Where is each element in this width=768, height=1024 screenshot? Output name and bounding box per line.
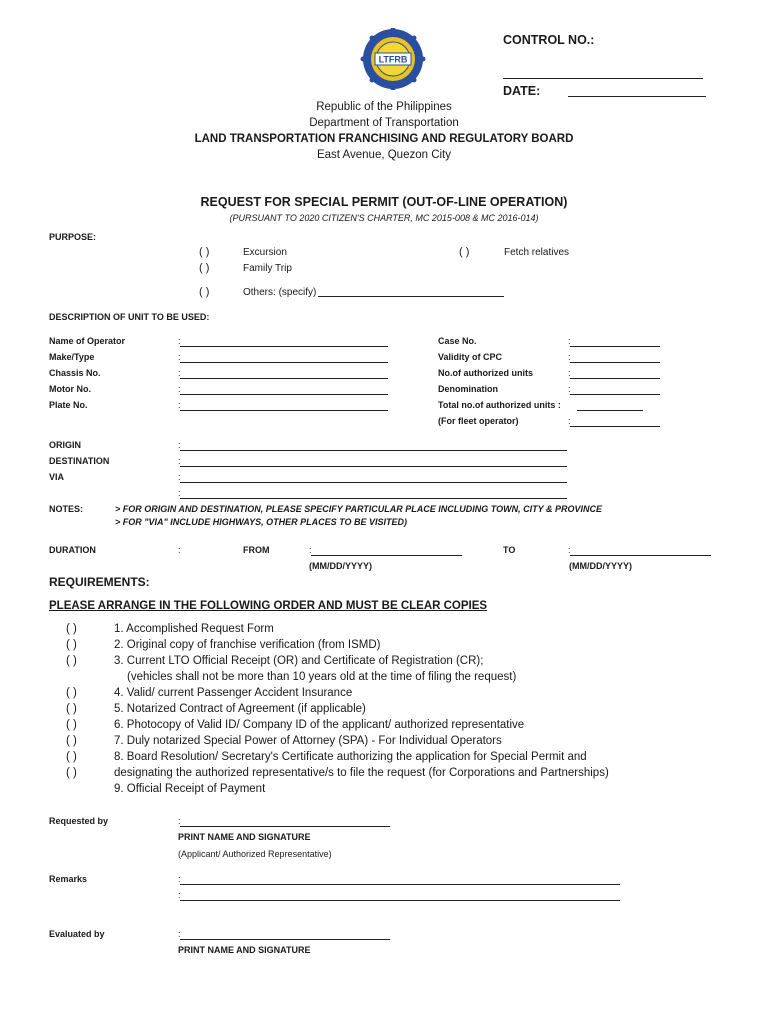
excursion-label: Excursion <box>243 247 287 258</box>
date-label: DATE: <box>503 84 541 98</box>
requirement-checkbox[interactable]: ( ) <box>66 639 77 651</box>
requirements-heading: REQUIREMENTS: <box>49 575 150 589</box>
requirement-checkbox[interactable]: ( ) <box>66 687 77 699</box>
denomination-label: Denomination <box>438 384 498 394</box>
colon: : <box>178 929 181 939</box>
excursion-checkbox[interactable]: ( ) <box>199 246 210 258</box>
others-specify-field[interactable] <box>318 296 504 297</box>
cpc-validity-label: Validity of CPC <box>438 352 503 362</box>
family-trip-checkbox[interactable]: ( ) <box>199 262 210 274</box>
list-item <box>66 767 609 779</box>
evaluated-by-label: Evaluated by <box>49 929 105 939</box>
colon: : <box>568 384 571 394</box>
note-via: > FOR "VIA" INCLUDE HIGHWAYS, OTHER PLACES TO BE VISITED) <box>115 517 407 527</box>
colon: : <box>178 336 181 346</box>
colon: : <box>178 368 181 378</box>
form-title: REQUEST FOR SPECIAL PERMIT (OUT-OF-LINE OPERATION) <box>200 195 568 209</box>
date-field[interactable] <box>568 96 706 97</box>
make-type-label: Make/Type <box>49 352 95 362</box>
requirement-checkbox[interactable]: ( ) <box>66 655 77 667</box>
destination-label: DESTINATION <box>49 456 110 466</box>
fleet-operator-label: (For fleet operator) <box>438 416 519 426</box>
requirement-text: 4. Valid/ current Passenger Accident Insurance <box>114 687 353 699</box>
evaluated-by-signature-field[interactable] <box>180 939 390 940</box>
colon: : <box>178 874 181 884</box>
control-no-label: CONTROL NO.: <box>503 33 595 47</box>
colon: : <box>568 416 571 426</box>
via-field-2[interactable] <box>180 498 567 499</box>
requirement-text: 9. Official Receipt of Payment <box>114 783 266 795</box>
others-checkbox[interactable]: ( ) <box>199 286 210 298</box>
colon: : <box>568 352 571 362</box>
total-units-label: Total no.of authorized units : <box>438 400 561 410</box>
destination-field[interactable] <box>180 466 567 467</box>
requirement-text: 2. Original copy of franchise verification (from ISMD) <box>114 639 381 651</box>
list-item <box>66 623 274 635</box>
requirement-text: 8. Board Resolution/ Secretary's Certificate authorizing the application for Special Permit and <box>114 751 587 763</box>
origin-field[interactable] <box>180 450 567 451</box>
from-date-format: (MM/DD/YYYY) <box>309 561 372 571</box>
total-units-field[interactable] <box>577 410 643 411</box>
list-item <box>66 735 502 747</box>
address-line: East Avenue, Quezon City <box>316 149 452 161</box>
republic-line: Republic of the Philippines <box>316 101 452 113</box>
make-type-field[interactable] <box>180 362 388 363</box>
remarks-field-1[interactable] <box>180 884 620 885</box>
to-label: TO <box>503 545 516 555</box>
remarks-label: Remarks <box>49 874 88 884</box>
list-item <box>66 639 381 651</box>
duration-label: DURATION <box>49 545 96 555</box>
requirements-instruction: PLEASE ARRANGE IN THE FOLLOWING ORDER AND MUST BE CLEAR COPIES <box>49 600 488 612</box>
requirement-text: designating the authorized representative/s to file the request (for Corporations and Partnerships) <box>114 767 609 779</box>
denomination-field[interactable] <box>570 394 660 395</box>
colon: : <box>178 384 181 394</box>
fleet-operator-field[interactable] <box>570 426 660 427</box>
colon: : <box>178 456 181 466</box>
notes-label: NOTES: <box>49 504 84 514</box>
print-name-label: PRINT NAME AND SIGNATURE <box>178 945 311 955</box>
control-no-field[interactable] <box>503 78 703 79</box>
remarks-field-2[interactable] <box>180 900 620 901</box>
from-label: FROM <box>243 545 270 555</box>
chassis-no-label: Chassis No. <box>49 368 101 378</box>
motor-no-label: Motor No. <box>49 384 91 394</box>
via-field-1[interactable] <box>180 482 567 483</box>
colon: : <box>568 336 571 346</box>
from-date-field[interactable] <box>311 555 462 556</box>
motor-no-field[interactable] <box>180 394 388 395</box>
requirement-checkbox[interactable]: ( ) <box>66 767 77 779</box>
requirement-text: 5. Notarized Contract of Agreement (if applicable) <box>114 703 366 715</box>
requirement-checkbox[interactable]: ( ) <box>66 735 77 747</box>
colon: : <box>309 545 312 555</box>
list-item <box>66 687 352 699</box>
requirement-checkbox[interactable]: ( ) <box>66 703 77 715</box>
requirement-text: (vehicles shall not be more than 10 years old at the time of filing the request) <box>127 671 517 683</box>
fetch-relatives-label: Fetch relatives <box>504 247 570 258</box>
case-no-field[interactable] <box>570 346 660 347</box>
operator-name-label: Name of Operator <box>49 336 126 346</box>
colon: : <box>568 368 571 378</box>
list-item <box>66 751 587 763</box>
plate-no-field[interactable] <box>180 410 388 411</box>
requested-by-signature-field[interactable] <box>180 826 390 827</box>
colon: : <box>178 890 181 900</box>
cpc-validity-field[interactable] <box>570 362 660 363</box>
list-item <box>66 719 524 731</box>
print-name-label: PRINT NAME AND SIGNATURE <box>178 832 311 842</box>
requirement-checkbox[interactable]: ( ) <box>66 623 77 635</box>
colon: : <box>178 545 181 555</box>
others-label: Others: (specify) <box>243 287 317 298</box>
requirement-text: 1. Accomplished Request Form <box>114 623 274 635</box>
list-item <box>66 655 483 667</box>
requirement-checkbox[interactable]: ( ) <box>66 719 77 731</box>
authorized-units-field[interactable] <box>570 378 660 379</box>
note-origin-destination: > FOR ORIGIN AND DESTINATION, PLEASE SPECIFY PARTICULAR PLACE INCLUDING TOWN, CITY & PROVINCE <box>115 504 602 514</box>
chassis-no-field[interactable] <box>180 378 388 379</box>
to-date-format: (MM/DD/YYYY) <box>569 561 632 571</box>
colon: : <box>178 472 181 482</box>
to-date-field[interactable] <box>570 555 711 556</box>
requirement-text: 6. Photocopy of Valid ID/ Company ID of the applicant/ authorized representative <box>114 719 525 731</box>
agency-line: LAND TRANSPORTATION FRANCHISING AND REGULATORY BOARD <box>194 133 574 145</box>
colon: : <box>178 440 181 450</box>
list-item <box>66 703 366 715</box>
via-label: VIA <box>49 472 65 482</box>
authorized-units-label: No.of authorized units <box>438 368 533 378</box>
colon: : <box>178 488 181 498</box>
requirement-text: 7. Duly notarized Special Power of Attorney (SPA) - For Individual Operators <box>114 735 502 747</box>
logo-text: LTFRB <box>378 54 408 65</box>
plate-no-label: Plate No. <box>49 400 88 410</box>
colon: : <box>178 816 181 826</box>
unit-description-label: DESCRIPTION OF UNIT TO BE USED: <box>49 312 210 322</box>
fetch-relatives-checkbox[interactable]: ( ) <box>459 246 470 258</box>
case-no-label: Case No. <box>438 336 477 346</box>
colon: : <box>568 545 571 555</box>
operator-name-field[interactable] <box>180 346 388 347</box>
purpose-label: PURPOSE: <box>49 232 97 242</box>
applicant-note: (Applicant/ Authorized Representative) <box>178 849 332 859</box>
ltfrb-logo <box>355 28 431 90</box>
form-subtitle: (PURSUANT TO 2020 CITIZEN'S CHARTER, MC 2015-008 & MC 2016-014) <box>229 213 539 223</box>
colon: : <box>178 400 181 410</box>
requested-by-label: Requested by <box>49 816 109 826</box>
requirement-text: 3. Current LTO Official Receipt (OR) and Certificate of Registration (CR); <box>114 655 484 667</box>
requirement-checkbox[interactable]: ( ) <box>66 751 77 763</box>
origin-label: ORIGIN <box>49 440 82 450</box>
department-line: Department of Transportation <box>309 117 459 129</box>
family-trip-label: Family Trip <box>243 263 292 274</box>
colon: : <box>178 352 181 362</box>
